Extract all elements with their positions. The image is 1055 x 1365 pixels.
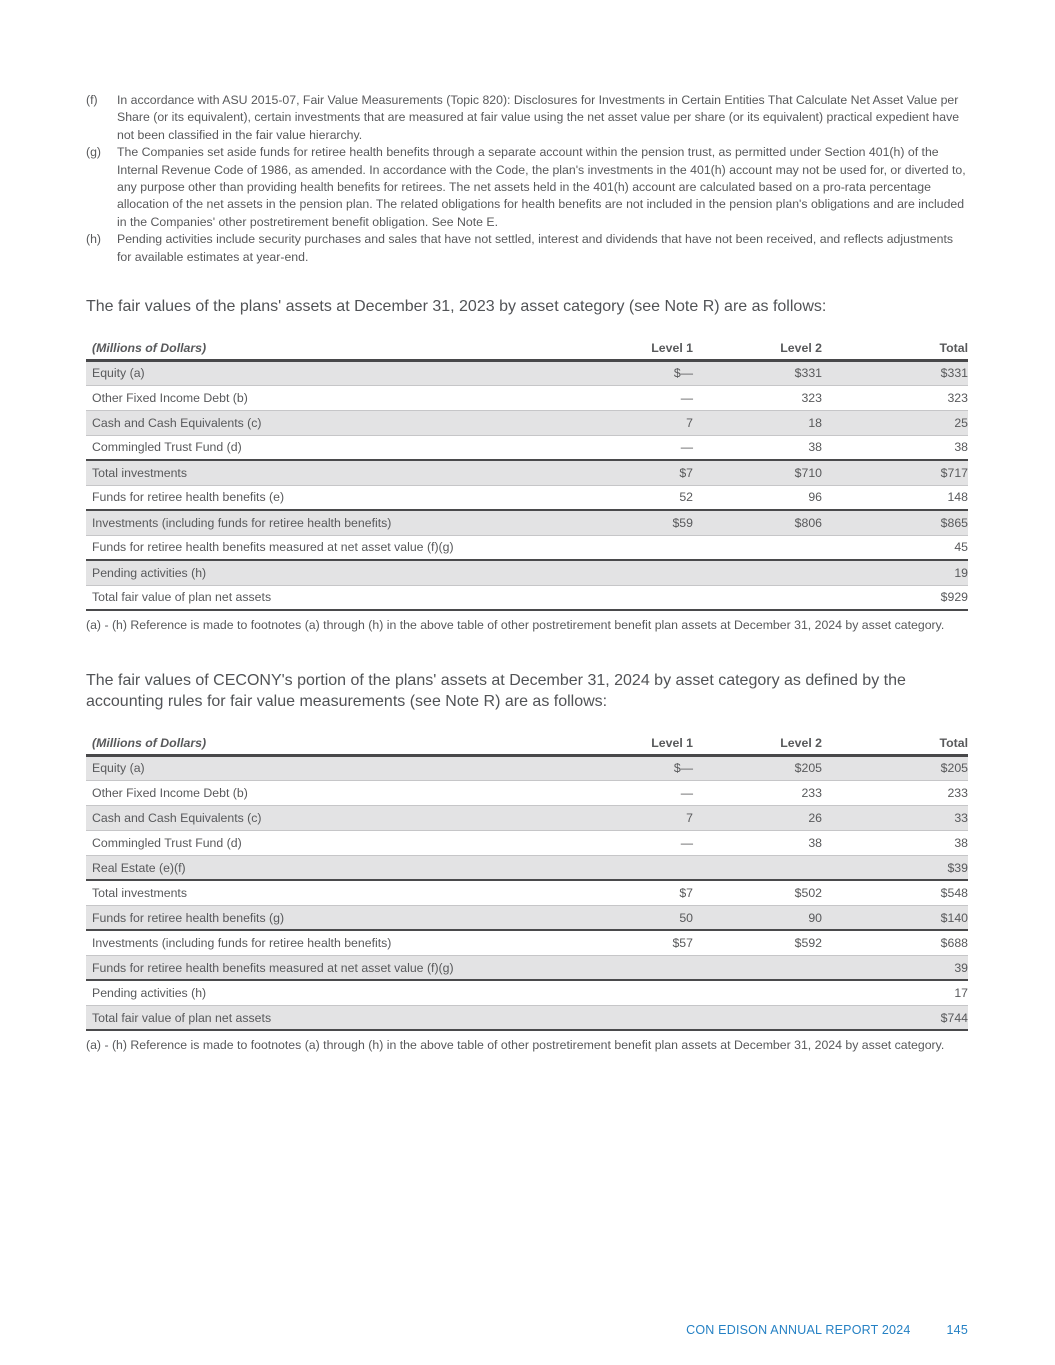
total-value-cell: $205 (822, 755, 968, 780)
table-row (86, 980, 968, 1005)
footnote-label: (h) (86, 232, 102, 247)
level-1-value-cell (561, 1005, 693, 1030)
total-value-cell: $331 (822, 360, 968, 385)
total-value-cell: 38 (822, 435, 968, 460)
total-value-cell: $717 (822, 460, 968, 485)
page-footer (686, 1323, 968, 1337)
level-2-value-cell (693, 1005, 822, 1030)
footer-page-number: 145 (946, 1323, 968, 1337)
row-label-cell: Funds for retiree health benefits (e) (86, 485, 561, 510)
level-1-value-cell: — (561, 435, 693, 460)
level-1-value-cell: 52 (561, 485, 693, 510)
footnote-f (86, 92, 968, 144)
level-1-value-cell: — (561, 780, 693, 805)
table-row (86, 385, 968, 410)
table-row (86, 830, 968, 855)
level-2-value-cell (693, 955, 822, 980)
row-label-cell: Investments (including funds for retiree health benefits) (86, 510, 561, 535)
level-2-value-cell (693, 585, 822, 610)
table-row (86, 805, 968, 830)
total-value-cell: $865 (822, 510, 968, 535)
table-row (86, 360, 968, 385)
fair-value-table-cecony-2024 (86, 733, 968, 1031)
total-value-cell: 323 (822, 385, 968, 410)
level-2-value-cell: 38 (693, 830, 822, 855)
total-value-cell: 17 (822, 980, 968, 1005)
row-label-cell: Funds for retiree health benefits (g) (86, 905, 561, 930)
level-2-value-cell: $806 (693, 510, 822, 535)
table-row (86, 485, 968, 510)
table-row (86, 460, 968, 485)
table-row (86, 755, 968, 780)
total-value-cell: $929 (822, 585, 968, 610)
total-value-cell: 39 (822, 955, 968, 980)
table-row (86, 780, 968, 805)
row-label-cell: Investments (including funds for retiree health benefits) (86, 930, 561, 955)
section-plans-assets-2023 (86, 296, 968, 634)
table-row (86, 930, 968, 955)
table-row (86, 1005, 968, 1030)
level-2-value-cell: 96 (693, 485, 822, 510)
level-1-value-cell: $7 (561, 880, 693, 905)
footnote-list (86, 92, 968, 266)
row-label-cell: Total investments (86, 880, 561, 905)
total-value-cell: 25 (822, 410, 968, 435)
row-label-cell: Total fair value of plan net assets (86, 585, 561, 610)
level-2-value-cell (693, 980, 822, 1005)
footnote-g (86, 144, 968, 231)
level-2-value-cell (693, 855, 822, 880)
level-1-value-cell: 7 (561, 805, 693, 830)
level-1-value-cell (561, 585, 693, 610)
table-row (86, 410, 968, 435)
table-row (86, 880, 968, 905)
footnote-text: The Companies set aside funds for retiree health benefits through a separate account within the pension trust, as permitted under Section 401(h) of the Internal Revenue Code of 1986, as amended. In accordance with the Code, the plan's investments in the 401(h) account may not be used for, or diverted to, any purpose other than providing health benefits for retirees. The net assets held in the 401(h) account are calculated based on a pro-rata percentage allocation of the net assets in the pension plan. The related obligations for health benefits are not included in the pension plan's obligations and are included in the Companies' other postretirement benefit obligation. See Note E. (117, 145, 966, 229)
column-header-millions-of-dollars: (Millions of Dollars) (86, 733, 561, 755)
fair-value-table-2023 (86, 338, 968, 611)
column-header-total: Total (822, 733, 968, 755)
total-value-cell: $688 (822, 930, 968, 955)
table-header-row (86, 338, 968, 360)
total-value-cell: $548 (822, 880, 968, 905)
level-2-value-cell: 233 (693, 780, 822, 805)
total-value-cell: 19 (822, 560, 968, 585)
total-value-cell: $140 (822, 905, 968, 930)
table-row (86, 560, 968, 585)
row-label-cell: Commingled Trust Fund (d) (86, 830, 561, 855)
section-heading: The fair values of the plans' assets at December 31, 2023 by asset category (see Note R) are as follows: (86, 298, 827, 316)
level-2-value-cell (693, 535, 822, 560)
footnote-text: In accordance with ASU 2015-07, Fair Value Measurements (Topic 820): Disclosures for Investments in Certain Entities That Calculate Net Asset Value per Share (or its equivalent), certain investments that are measured at fair value using the net asset value per share (or its equivalent) practical expedient have not been classified in the fair value hierarchy. (117, 93, 960, 142)
footnote-label: (f) (86, 93, 98, 107)
section-heading: The fair values of CECONY's portion of the plans' assets at December 31, 2024 by asset category as defined by the accounting rules for fair value measurements (see Note R) are as follows: (86, 672, 906, 711)
total-value-cell: $39 (822, 855, 968, 880)
level-2-value-cell: $205 (693, 755, 822, 780)
level-1-value-cell (561, 535, 693, 560)
row-label-cell: Cash and Cash Equivalents (c) (86, 805, 561, 830)
total-value-cell: 33 (822, 805, 968, 830)
level-2-value-cell: 38 (693, 435, 822, 460)
page-content (86, 92, 968, 1067)
level-1-value-cell (561, 560, 693, 585)
row-label-cell: Total investments (86, 460, 561, 485)
level-1-value-cell: $59 (561, 510, 693, 535)
level-2-value-cell: 26 (693, 805, 822, 830)
total-value-cell: 148 (822, 485, 968, 510)
row-label-cell: Total fair value of plan net assets (86, 1005, 561, 1030)
column-header-millions-of-dollars: (Millions of Dollars) (86, 338, 561, 360)
table-row (86, 905, 968, 930)
footnote-h (86, 231, 968, 266)
column-header-level-2: Level 2 (693, 733, 822, 755)
level-2-value-cell (693, 560, 822, 585)
level-1-value-cell: 7 (561, 410, 693, 435)
footnote-label: (g) (86, 145, 102, 160)
level-2-value-cell: 323 (693, 385, 822, 410)
level-1-value-cell: — (561, 830, 693, 855)
section-cecony-assets-2024 (86, 670, 968, 1054)
table-row (86, 535, 968, 560)
level-2-value-cell: 90 (693, 905, 822, 930)
level-1-value-cell (561, 855, 693, 880)
total-value-cell: 45 (822, 535, 968, 560)
table-row (86, 585, 968, 610)
column-header-total: Total (822, 338, 968, 360)
row-label-cell: Real Estate (e)(f) (86, 855, 561, 880)
column-header-level-2: Level 2 (693, 338, 822, 360)
level-1-value-cell (561, 980, 693, 1005)
footnote-text: Pending activities include security purchases and sales that have not settled, interest and dividends that have not been received, and reflects adjustments for available estimates at year-end. (117, 232, 954, 264)
level-1-value-cell: 50 (561, 905, 693, 930)
column-header-level-1: Level 1 (561, 733, 693, 755)
level-2-value-cell: 18 (693, 410, 822, 435)
row-label-cell: Other Fixed Income Debt (b) (86, 385, 561, 410)
total-value-cell: 38 (822, 830, 968, 855)
footer-report-title: CON EDISON ANNUAL REPORT 2024 (686, 1323, 911, 1337)
row-label-cell: Funds for retiree health benefits measured at net asset value (f)(g) (86, 955, 561, 980)
level-2-value-cell: $710 (693, 460, 822, 485)
level-2-value-cell: $502 (693, 880, 822, 905)
total-value-cell: $744 (822, 1005, 968, 1030)
table-row (86, 855, 968, 880)
level-1-value-cell: $7 (561, 460, 693, 485)
level-1-value-cell: $— (561, 360, 693, 385)
level-1-value-cell: $— (561, 755, 693, 780)
table-footnote: (a) - (h) Reference is made to footnotes (a) through (h) in the above table of other postretirement benefit plan assets at December 31, 2024 by asset category. (86, 618, 945, 633)
row-label-cell: Pending activities (h) (86, 980, 561, 1005)
row-label-cell: Equity (a) (86, 360, 561, 385)
row-label-cell: Funds for retiree health benefits measured at net asset value (f)(g) (86, 535, 561, 560)
row-label-cell: Equity (a) (86, 755, 561, 780)
row-label-cell: Pending activities (h) (86, 560, 561, 585)
level-1-value-cell (561, 955, 693, 980)
table-row (86, 955, 968, 980)
level-2-value-cell: $592 (693, 930, 822, 955)
total-value-cell: 233 (822, 780, 968, 805)
table-row (86, 435, 968, 460)
table-footnote: (a) - (h) Reference is made to footnotes (a) through (h) in the above table of other postretirement benefit plan assets at December 31, 2024 by asset category. (86, 1038, 945, 1053)
table-header-row (86, 733, 968, 755)
row-label-cell: Commingled Trust Fund (d) (86, 435, 561, 460)
row-label-cell: Other Fixed Income Debt (b) (86, 780, 561, 805)
level-1-value-cell: $57 (561, 930, 693, 955)
table-row (86, 510, 968, 535)
column-header-level-1: Level 1 (561, 338, 693, 360)
level-2-value-cell: $331 (693, 360, 822, 385)
level-1-value-cell: — (561, 385, 693, 410)
row-label-cell: Cash and Cash Equivalents (c) (86, 410, 561, 435)
